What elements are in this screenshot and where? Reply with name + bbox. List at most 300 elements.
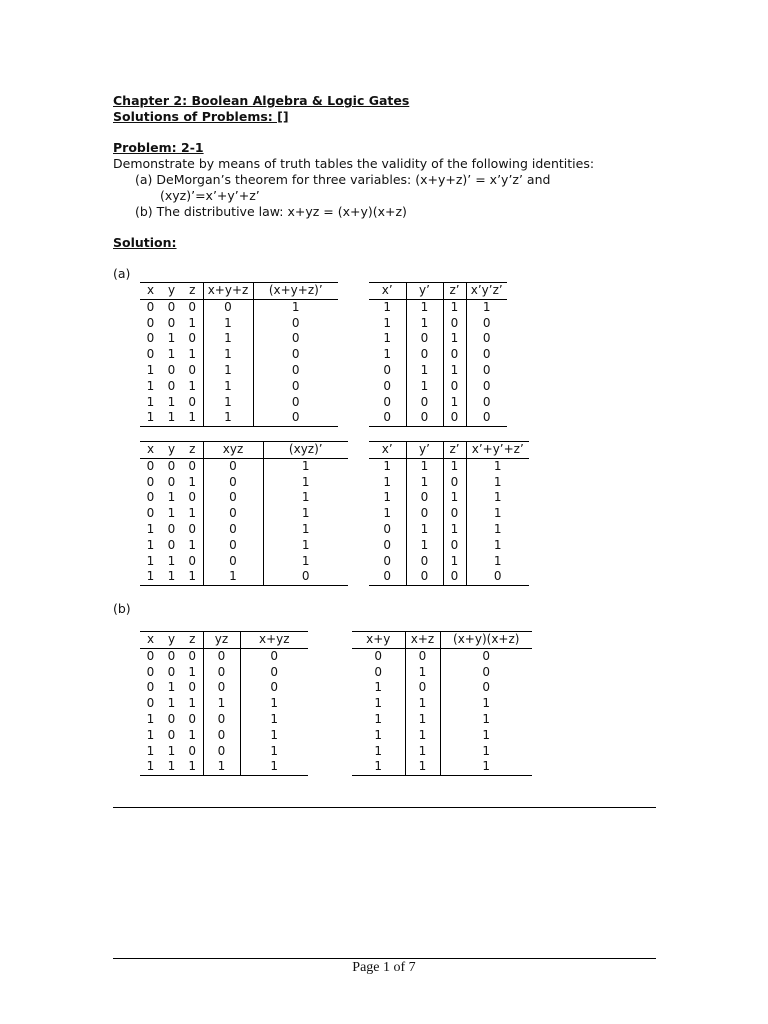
- table-cell: 1: [270, 696, 279, 711]
- table-cell: 1: [405, 665, 440, 681]
- truth-table-demorgan-product: [140, 441, 348, 586]
- table-cell: 0: [182, 490, 203, 506]
- column-header: z’: [443, 283, 466, 300]
- table-cell: 0: [203, 665, 240, 681]
- table-cell: 1: [146, 537, 155, 552]
- table-cell: 0: [146, 347, 155, 362]
- table-cell: 1: [369, 331, 406, 347]
- table-cell: 1: [203, 331, 253, 347]
- table-cell: 1: [203, 569, 263, 585]
- problem-part-a: (a) DeMorgan’s theorem for three variables: (x+y+z)’ = x’y’z’ and: [135, 172, 551, 187]
- table-cell: 0: [482, 347, 491, 362]
- table-cell: 1: [203, 316, 253, 332]
- table-cell: 1: [270, 743, 279, 758]
- table-cell: 1: [182, 696, 203, 712]
- table-cell: 1: [443, 458, 466, 474]
- table-cell: 1: [406, 379, 443, 395]
- table-cell: 1: [406, 299, 443, 315]
- table-cell: 1: [369, 316, 406, 332]
- table-cell: 0: [270, 648, 279, 663]
- table-cell: 0: [369, 410, 406, 426]
- table-cell: 0: [146, 664, 155, 679]
- table-cell: 0: [405, 680, 440, 696]
- table-cell: 1: [301, 490, 310, 505]
- truth-table-product-of-complements: [369, 282, 507, 427]
- table-cell: 1: [369, 299, 406, 315]
- column-header: yz: [203, 632, 240, 649]
- table-row: [140, 759, 308, 775]
- table-cell: 0: [182, 299, 203, 315]
- table-cell: 0: [182, 744, 203, 760]
- table-cell: 0: [369, 363, 406, 379]
- table-cell: 1: [167, 490, 176, 505]
- table-cell: 0: [146, 315, 155, 330]
- table-cell: 1: [182, 379, 203, 395]
- table-cell: 0: [482, 331, 491, 346]
- table-cell: 0: [182, 522, 203, 538]
- column-header: (x+y)(x+z): [440, 632, 532, 649]
- table-cell: 0: [146, 648, 155, 663]
- table-row: [140, 538, 348, 554]
- table-cell: 0: [443, 316, 466, 332]
- table-row: [140, 665, 308, 681]
- table-cell: 1: [443, 490, 466, 506]
- table-cell: 1: [301, 553, 310, 568]
- table-cell: 0: [270, 680, 279, 695]
- table-cell: 0: [146, 458, 155, 473]
- table-cell: 0: [203, 648, 240, 664]
- table-cell: 0: [482, 315, 491, 330]
- table-cell: 1: [203, 696, 240, 712]
- table-cell: 1: [405, 759, 440, 775]
- table-cell: 1: [161, 759, 182, 775]
- table-cell: 0: [182, 648, 203, 664]
- table-cell: 0: [182, 712, 203, 728]
- table-cell: 0: [167, 458, 176, 473]
- table-row: [369, 395, 507, 411]
- table-row: [352, 712, 532, 728]
- table-cell: 0: [406, 395, 443, 411]
- column-header: z: [182, 283, 203, 300]
- table-cell: 1: [203, 395, 253, 411]
- table-cell: 0: [406, 554, 443, 570]
- table-cell: 0: [291, 331, 300, 346]
- truth-table-x-plus-yz: [140, 631, 308, 776]
- table-cell: 1: [493, 458, 502, 473]
- table-cell: 1: [182, 316, 203, 332]
- table-cell: 0: [146, 474, 155, 489]
- column-header: x’+y’+z’: [466, 442, 529, 459]
- table-row: [352, 728, 532, 744]
- table-cell: 1: [182, 538, 203, 554]
- table-cell: 0: [406, 331, 443, 347]
- table-row: [140, 395, 338, 411]
- solutions-title: Solutions of Problems: []: [113, 109, 289, 124]
- table-cell: 1: [182, 506, 203, 522]
- table-cell: 1: [301, 537, 310, 552]
- table-row: [369, 475, 529, 491]
- table-cell: 1: [369, 347, 406, 363]
- table-row: [140, 744, 308, 760]
- table-cell: 0: [291, 347, 300, 362]
- table-cell: 1: [443, 554, 466, 570]
- table-cell: 0: [167, 362, 176, 377]
- table-row: [369, 538, 529, 554]
- table-cell: 0: [443, 347, 466, 363]
- table-row: [369, 410, 507, 426]
- table-row: [352, 759, 532, 775]
- table-cell: 1: [352, 759, 405, 775]
- table-cell: 0: [167, 711, 176, 726]
- column-header: (xyz)’: [263, 442, 348, 459]
- table-cell: 0: [406, 490, 443, 506]
- table-row: [140, 410, 338, 426]
- table-row: [140, 522, 348, 538]
- table-cell: 1: [352, 680, 405, 696]
- footer-rule: [113, 958, 656, 959]
- column-header: y: [161, 632, 182, 649]
- table-row: [140, 506, 348, 522]
- table-cell: 1: [352, 744, 405, 760]
- table-header-row: [140, 632, 308, 649]
- table-cell: 0: [291, 394, 300, 409]
- table-cell: 1: [146, 378, 155, 393]
- table-cell: 1: [405, 744, 440, 760]
- table-row: [369, 506, 529, 522]
- column-header: z: [182, 442, 203, 459]
- table-row: [140, 569, 348, 585]
- table-cell: 1: [203, 410, 253, 426]
- table-cell: 0: [263, 569, 348, 585]
- table-cell: 1: [146, 711, 155, 726]
- table-row: [369, 379, 507, 395]
- table-cell: 1: [406, 475, 443, 491]
- column-header: x’: [369, 283, 406, 300]
- column-header: x+z: [405, 632, 440, 649]
- column-header: x’: [369, 442, 406, 459]
- table-cell: 1: [167, 347, 176, 362]
- table-cell: 1: [167, 696, 176, 711]
- table-cell: 1: [493, 506, 502, 521]
- table-cell: 1: [369, 458, 406, 474]
- table-cell: 0: [270, 664, 279, 679]
- table-cell: 1: [146, 394, 155, 409]
- table-cell: 1: [301, 474, 310, 489]
- table-cell: 0: [352, 665, 405, 681]
- table-cell: 1: [203, 363, 253, 379]
- table-cell: 1: [270, 727, 279, 742]
- chapter-title: Chapter 2: Boolean Algebra & Logic Gates: [113, 93, 410, 108]
- table-row: [369, 316, 507, 332]
- table-header-row: [140, 442, 348, 459]
- table-cell: 1: [146, 521, 155, 536]
- table-cell: 0: [203, 538, 263, 554]
- table-row: [352, 744, 532, 760]
- table-header-row: [352, 632, 532, 649]
- table-cell: 0: [482, 394, 491, 409]
- table-cell: 1: [270, 711, 279, 726]
- column-header: y: [161, 283, 182, 300]
- table-row: [140, 475, 348, 491]
- table-row: [369, 569, 529, 585]
- table-cell: 0: [291, 362, 300, 377]
- table-row: [140, 299, 338, 315]
- table-row: [352, 696, 532, 712]
- table-cell: 0: [482, 664, 491, 679]
- column-header: xyz: [203, 442, 263, 459]
- column-header: (x+y+z)’: [253, 283, 338, 300]
- table-cell: 1: [203, 347, 253, 363]
- table-cell: 1: [182, 759, 203, 775]
- table-cell: 0: [203, 490, 263, 506]
- table-cell: 1: [406, 522, 443, 538]
- table-cell: 0: [182, 680, 203, 696]
- table-row: [369, 554, 529, 570]
- table-cell: 1: [301, 458, 310, 473]
- table-cell: 1: [140, 410, 161, 426]
- table-cell: 0: [406, 506, 443, 522]
- table-cell: 1: [352, 712, 405, 728]
- table-cell: 1: [443, 363, 466, 379]
- column-header: x+yz: [240, 632, 308, 649]
- table-row: [140, 316, 338, 332]
- table-row: [369, 490, 529, 506]
- table-cell: 1: [493, 521, 502, 536]
- table-row: [140, 648, 308, 664]
- table-cell: 1: [167, 394, 176, 409]
- problem-statement: Demonstrate by means of truth tables the validity of the following identities:: [113, 156, 595, 171]
- table-cell: 0: [466, 410, 507, 426]
- table-cell: 0: [291, 378, 300, 393]
- table-cell: 1: [443, 395, 466, 411]
- table-cell: 1: [291, 299, 300, 314]
- table-row: [140, 490, 348, 506]
- table-cell: 0: [482, 648, 491, 663]
- table-row: [140, 696, 308, 712]
- table-cell: 0: [182, 395, 203, 411]
- column-header: x+y+z: [203, 283, 253, 300]
- table-cell: 1: [182, 347, 203, 363]
- table-cell: 0: [369, 554, 406, 570]
- table-cell: 1: [182, 410, 203, 426]
- table-cell: 0: [167, 521, 176, 536]
- table-cell: 0: [167, 378, 176, 393]
- solution-label-a: (a): [113, 266, 131, 281]
- table-cell: 0: [369, 569, 406, 585]
- table-cell: 0: [182, 458, 203, 474]
- table-row: [352, 680, 532, 696]
- table-cell: 0: [253, 410, 338, 426]
- column-header: y: [161, 442, 182, 459]
- table-cell: 1: [482, 696, 491, 711]
- table-row: [369, 363, 507, 379]
- table-row: [140, 554, 348, 570]
- table-row: [352, 665, 532, 681]
- table-cell: 0: [167, 664, 176, 679]
- table-cell: 0: [182, 363, 203, 379]
- table-cell: 0: [203, 522, 263, 538]
- table-cell: 0: [146, 680, 155, 695]
- table-cell: 1: [182, 665, 203, 681]
- table-cell: 0: [167, 299, 176, 314]
- solution-label-b: (b): [113, 601, 131, 616]
- table-cell: 1: [146, 362, 155, 377]
- table-cell: 0: [203, 506, 263, 522]
- column-header: y’: [406, 442, 443, 459]
- table-row: [140, 379, 338, 395]
- table-cell: 1: [482, 299, 491, 314]
- column-header: x+y: [352, 632, 405, 649]
- table-cell: 0: [406, 569, 443, 585]
- table-cell: 0: [167, 474, 176, 489]
- table-cell: 1: [146, 553, 155, 568]
- table-row: [352, 648, 532, 664]
- table-cell: 1: [482, 711, 491, 726]
- table-cell: 0: [203, 744, 240, 760]
- table-row: [140, 363, 338, 379]
- table-cell: 1: [140, 569, 161, 585]
- table-cell: 0: [482, 680, 491, 695]
- table-header-row: [140, 283, 338, 300]
- table-cell: 1: [493, 490, 502, 505]
- table-cell: 0: [406, 410, 443, 426]
- table-cell: 1: [405, 712, 440, 728]
- table-cell: 0: [203, 458, 263, 474]
- table-row: [369, 299, 507, 315]
- table-cell: 0: [203, 680, 240, 696]
- problem-part-a-cont: (xyz)’=x’+y’+z’: [160, 188, 260, 203]
- table-row: [369, 347, 507, 363]
- column-header: y’: [406, 283, 443, 300]
- solution-heading: Solution:: [113, 235, 177, 250]
- table-cell: 1: [301, 521, 310, 536]
- table-cell: 0: [443, 538, 466, 554]
- table-cell: 1: [203, 759, 240, 775]
- table-row: [369, 522, 529, 538]
- table-cell: 0: [352, 648, 405, 664]
- table-cell: 1: [406, 363, 443, 379]
- table-row: [369, 331, 507, 347]
- table-cell: 1: [406, 316, 443, 332]
- table-cell: 1: [369, 475, 406, 491]
- table-row: [140, 680, 308, 696]
- table-cell: 0: [443, 475, 466, 491]
- table-cell: 1: [182, 569, 203, 585]
- table-cell: 1: [482, 727, 491, 742]
- table-cell: 0: [443, 569, 466, 585]
- table-row: [140, 712, 308, 728]
- table-cell: 0: [167, 315, 176, 330]
- table-cell: 1: [146, 743, 155, 758]
- table-cell: 1: [482, 743, 491, 758]
- table-cell: 1: [301, 506, 310, 521]
- table-cell: 0: [146, 331, 155, 346]
- table-cell: 1: [352, 696, 405, 712]
- table-cell: 1: [146, 727, 155, 742]
- table-cell: 1: [443, 331, 466, 347]
- table-cell: 1: [405, 696, 440, 712]
- table-cell: 0: [203, 475, 263, 491]
- table-cell: 1: [440, 759, 532, 775]
- table-cell: 1: [203, 379, 253, 395]
- table-cell: 1: [369, 490, 406, 506]
- table-cell: 1: [182, 728, 203, 744]
- table-cell: 1: [161, 569, 182, 585]
- table-cell: 0: [167, 727, 176, 742]
- table-cell: 0: [482, 378, 491, 393]
- table-cell: 0: [146, 299, 155, 314]
- table-cell: 0: [369, 522, 406, 538]
- table-cell: 0: [182, 331, 203, 347]
- table-row: [140, 331, 338, 347]
- table-cell: 0: [167, 537, 176, 552]
- column-header: x: [140, 632, 161, 649]
- table-cell: 1: [161, 410, 182, 426]
- truth-table-demorgan-sum: [140, 282, 338, 427]
- table-cell: 1: [167, 506, 176, 521]
- table-cell: 0: [466, 569, 529, 585]
- table-cell: 0: [291, 315, 300, 330]
- problem-title: Problem: 2-1: [113, 140, 204, 155]
- table-cell: 1: [182, 475, 203, 491]
- table-header-row: [369, 442, 529, 459]
- table-cell: 1: [167, 680, 176, 695]
- table-cell: 0: [443, 506, 466, 522]
- table-cell: 0: [167, 648, 176, 663]
- table-cell: 0: [203, 299, 253, 315]
- page-number: Page 1 of 7: [352, 960, 416, 975]
- table-cell: 1: [406, 538, 443, 554]
- table-cell: 0: [203, 712, 240, 728]
- table-cell: 0: [203, 728, 240, 744]
- column-header: x: [140, 283, 161, 300]
- table-cell: 1: [406, 458, 443, 474]
- table-cell: 0: [443, 379, 466, 395]
- table-cell: 1: [167, 743, 176, 758]
- table-cell: 1: [352, 728, 405, 744]
- table-cell: 1: [443, 522, 466, 538]
- table-cell: 1: [405, 728, 440, 744]
- column-header: z: [182, 632, 203, 649]
- table-cell: 0: [369, 379, 406, 395]
- table-cell: 0: [406, 347, 443, 363]
- table-cell: 0: [203, 554, 263, 570]
- table-row: [369, 458, 529, 474]
- table-row: [140, 458, 348, 474]
- table-cell: 0: [182, 554, 203, 570]
- table-cell: 0: [369, 538, 406, 554]
- table-cell: 1: [443, 299, 466, 315]
- table-header-row: [369, 283, 507, 300]
- table-cell: 1: [240, 759, 308, 775]
- column-header: x: [140, 442, 161, 459]
- table-cell: 1: [493, 474, 502, 489]
- table-cell: 1: [167, 331, 176, 346]
- table-cell: 1: [369, 506, 406, 522]
- truth-table-distributive-product: [352, 631, 532, 776]
- table-cell: 0: [405, 648, 440, 664]
- table-cell: 1: [140, 759, 161, 775]
- table-cell: 0: [482, 362, 491, 377]
- problem-part-b: (b) The distributive law: x+yz = (x+y)(x+z): [135, 204, 407, 219]
- table-cell: 1: [493, 537, 502, 552]
- truth-table-sum-of-complements: [369, 441, 529, 586]
- table-cell: 0: [146, 506, 155, 521]
- column-header: x’y’z’: [466, 283, 507, 300]
- table-cell: 0: [443, 410, 466, 426]
- table-cell: 0: [146, 696, 155, 711]
- table-cell: 1: [493, 553, 502, 568]
